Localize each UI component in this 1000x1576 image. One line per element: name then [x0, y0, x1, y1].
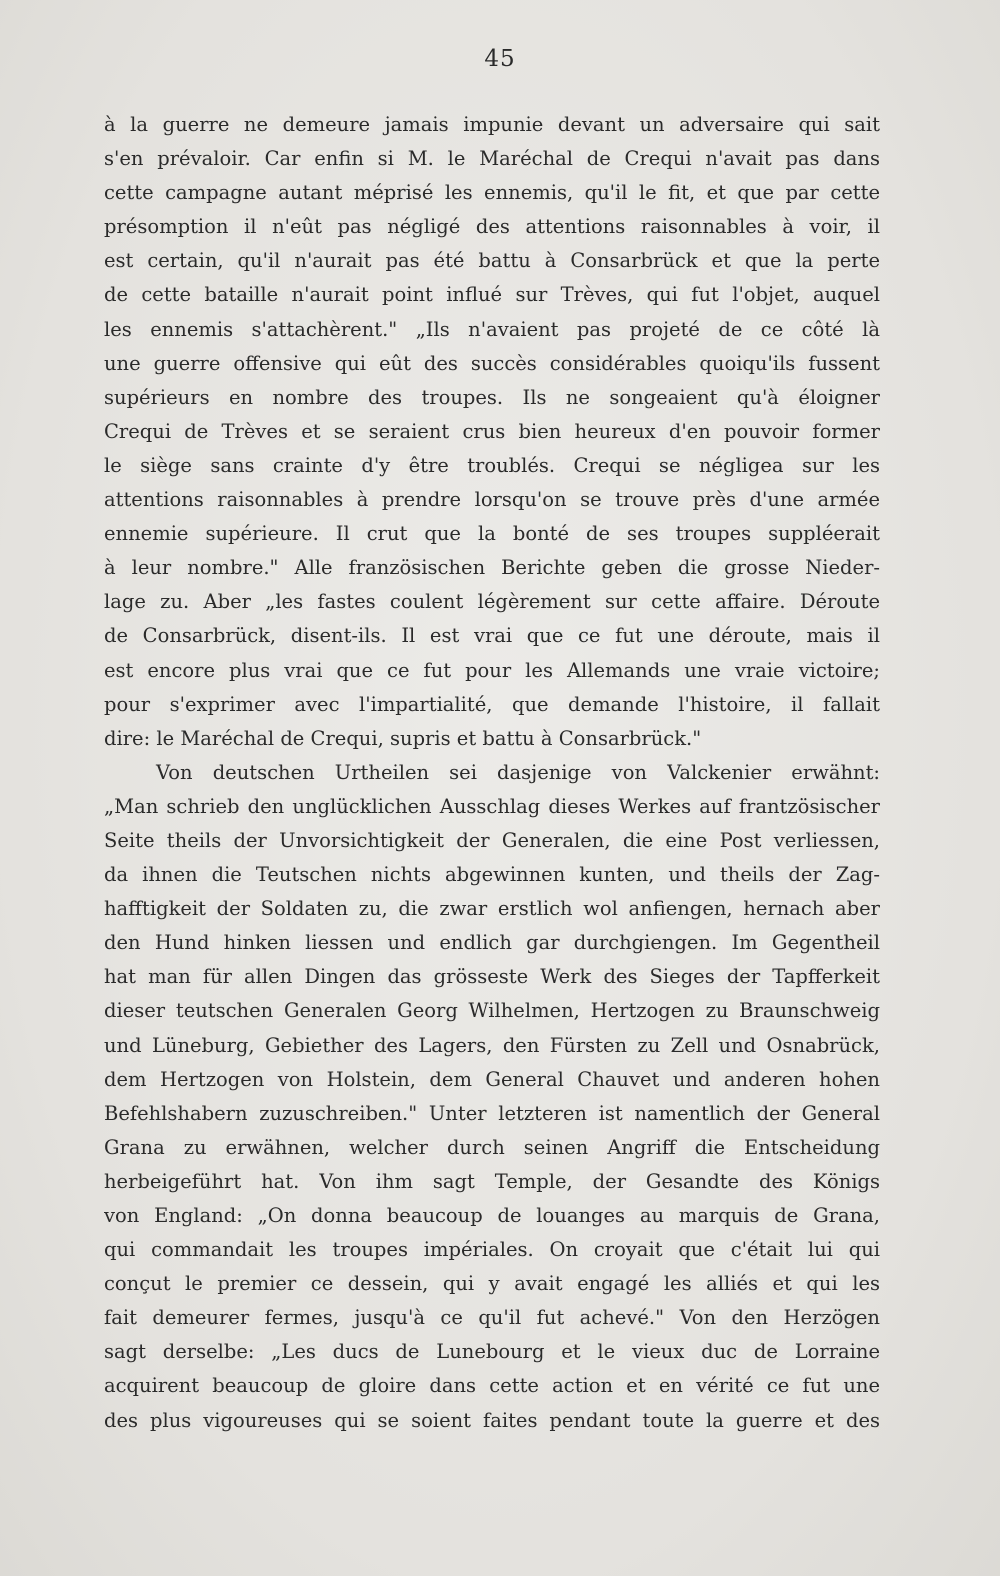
text-line: les ennemis s'attachèrent." „Ils n'avaient pas projeté de ce côté là [104, 317, 880, 341]
text-line: Von deutschen Urtheilen sei dasjenige von Valckenier erwähnt: [156, 760, 880, 784]
text-line: dieser teutschen Generalen Georg Wilhelmen, Hertzogen zu Braunschweig [104, 999, 880, 1023]
text-line: Befehlshabern zuzuschreiben." Unter letzteren ist namentlich der General [104, 1101, 880, 1125]
text-line: de Consarbrück, disent-ils. Il est vrai que ce fut une déroute, mais il [104, 624, 880, 648]
text-line: à la guerre ne demeure jamais impunie devant un adversaire qui sait [104, 113, 880, 136]
page-number: 45 [484, 46, 516, 72]
text-line: lage zu. Aber „les fastes coulent légèrement sur cette affaire. Déroute [104, 590, 880, 614]
text-line: présomption il n'eût pas négligé des attentions raisonnables à voir, il [104, 215, 880, 239]
text-line: acquirent beaucoup de gloire dans cette action et en vérité ce fut une [104, 1374, 880, 1398]
text-line: fait demeurer fermes, jusqu'à ce qu'il fut achevé." Von den Herzögen [104, 1306, 880, 1330]
text-line: dire: le Maréchal de Crequi, supris et battu à Consarbrück." [104, 726, 702, 750]
text-line: de cette bataille n'aurait point influé sur Trèves, qui fut l'objet, auquel [104, 283, 880, 307]
text-line: und Lüneburg, Gebiether des Lagers, den Fürsten zu Zell und Osnabrück, [104, 1033, 880, 1057]
text-line: est encore plus vrai que ce fut pour les Allemands une vraie victoire; [104, 658, 880, 682]
text-line: hafftigkeit der Soldaten zu, die zwar erstlich wol anfiengen, hernach aber [104, 897, 880, 921]
text-line: s'en prévaloir. Car enfin si M. le Maréchal de Crequi n'avait pas dans [104, 147, 880, 171]
text-line: Crequi de Trèves et se seraient crus bien heureux d'en pouvoir former [104, 419, 880, 443]
text-line: des plus vigoureuses qui se soient faites pendant toute la guerre et des [104, 1408, 880, 1432]
text-line: le siège sans crainte d'y être troublés. Crequi se négligea sur les [104, 453, 880, 477]
text-line: den Hund hinken liessen und endlich gar durchgiengen. Im Gegentheil [104, 931, 880, 955]
text-line: pour s'exprimer avec l'impartialité, que demande l'histoire, il fallait [104, 692, 880, 716]
text-line: ennemie supérieure. Il crut que la bonté de ses troupes suppléerait [104, 522, 880, 546]
text-line: von England: „On donna beaucoup de louanges au marquis de Grana, [104, 1204, 880, 1227]
text-line: cette campagne autant méprisé les ennemis, qu'il le fit, et que par cette [104, 181, 880, 205]
text-line: herbeigeführt hat. Von ihm sagt Temple, der Gesandte des Königs [104, 1169, 880, 1193]
text-line: supérieurs en nombre des troupes. Ils ne songeaient qu'à éloigner [104, 385, 880, 409]
text-line: attentions raisonnables à prendre lorsqu'on se trouve près d'une armée [104, 488, 880, 512]
text-line: Grana zu erwähnen, welcher durch seinen Angriff die Entscheidung [104, 1135, 880, 1159]
text-line: une guerre offensive qui eût des succès considérables quoiqu'ils fussent [104, 351, 880, 375]
text-line: à leur nombre." Alle französischen Berichte geben die grosse Nieder- [104, 556, 880, 580]
text-line: da ihnen die Teutschen nichts abgewinnen kunten, und theils der Zag- [104, 863, 880, 887]
body-text [104, 108, 880, 1438]
text-line: „Man schrieb den unglücklichen Ausschlag dieses Werkes auf frantzösischer [104, 794, 880, 818]
text-line: est certain, qu'il n'aurait pas été battu à Consarbrück et que la perte [104, 249, 880, 273]
text-line: conçut le premier ce dessein, qui y avait engagé les alliés et qui les [104, 1272, 880, 1296]
text-line: dem Hertzogen von Holstein, dem General Chauvet und anderen hohen [104, 1067, 880, 1091]
text-line: Seite theils der Unvorsichtigkeit der Generalen, die eine Post verliessen, [104, 828, 880, 852]
text-line: sagt derselbe: „Les ducs de Lunebourg et le vieux duc de Lorraine [104, 1340, 880, 1364]
text-line: qui commandait les troupes impériales. On croyait que c'était lui qui [104, 1238, 880, 1262]
text-line: hat man für allen Dingen das grösseste Werk des Sieges der Tapfferkeit [104, 965, 880, 989]
